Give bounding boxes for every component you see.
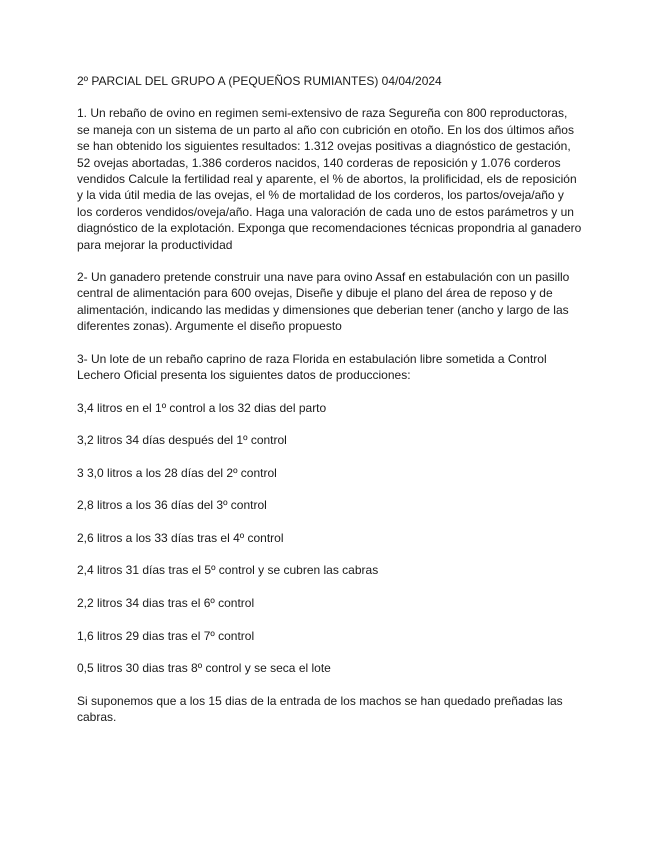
milk-control-line: 2,2 litros 34 dias tras el 6º control: [77, 596, 255, 611]
milk-control-line: 0,5 litros 30 dias tras 8º control y se seca el lote: [77, 661, 331, 676]
question-1: 1. Un rebaño de ovino en regimen semi-extensivo de raza Segureña con 800 reproductoras, se maneja con un sistema de un parto al año con cubrición en otoño. En los dos últimos años se han obtenido los siguientes resultados: 1.312 ovejas positivas a diagnóstico de gestación, 52 ovejas abortadas, 1.386 corderos nacidos, 140 corderas de reposición y 1.076 corderos vendidos Calcule la fertilidad real y aparente, el % de abortos, la prolificidad, els de reposición y la vida útil media de las ovejas, el % de mortalidad de los corderos, los partos/oveja/año y los corderos vendidos/oveja/año. Haga una valoración de cada uno de estos parámetros y un diagnóstico de la explotación. Exponga que recomendaciones técnicas propondria al ganadero para mejorar la productividad: [77, 106, 582, 252]
milk-control-line: 3,4 litros en el 1º control a los 32 dias del parto: [77, 400, 327, 415]
exam-title: 2º PARCIAL DEL GRUPO A (PEQUEÑOS RUMIANTES) 04/04/2024: [77, 74, 442, 88]
milk-control-line: 2,6 litros a los 33 días tras el 4º control: [77, 530, 284, 545]
milk-control-line: 1,6 litros 29 dias tras el 7º control: [77, 628, 255, 643]
question-2: 2- Un ganadero pretende construir una nave para ovino Assaf en estabulación con un pasillo central de alimentación para 600 ovejas, Diseñe y dibuje el plano del área de reposo y de alimentación, indicando las medidas y dimensiones que deberian tener (ancho y largo de las diferentes zonas). Argumente el diseño propuesto: [77, 270, 570, 334]
milk-control-line: 3 3,0 litros a los 28 días del 2º control: [77, 465, 277, 480]
milk-control-line: 2,8 litros a los 36 días del 3º control: [77, 498, 267, 513]
question-3-intro: 3- Un lote de un rebaño caprino de raza Florida en estabulación libre sometida a Control Lechero Oficial presenta los siguientes datos de producciones:: [77, 351, 547, 383]
milk-control-line: 3,2 litros 34 días después del 1º control: [77, 433, 287, 448]
closing-statement: Si suponemos que a los 15 dias de la entrada de los machos se han quedado preñadas las cabras.: [77, 693, 563, 725]
exam-document: [77, 73, 582, 726]
milk-control-line: 2,4 litros 31 días tras el 5º control y se cubren las cabras: [77, 563, 379, 578]
